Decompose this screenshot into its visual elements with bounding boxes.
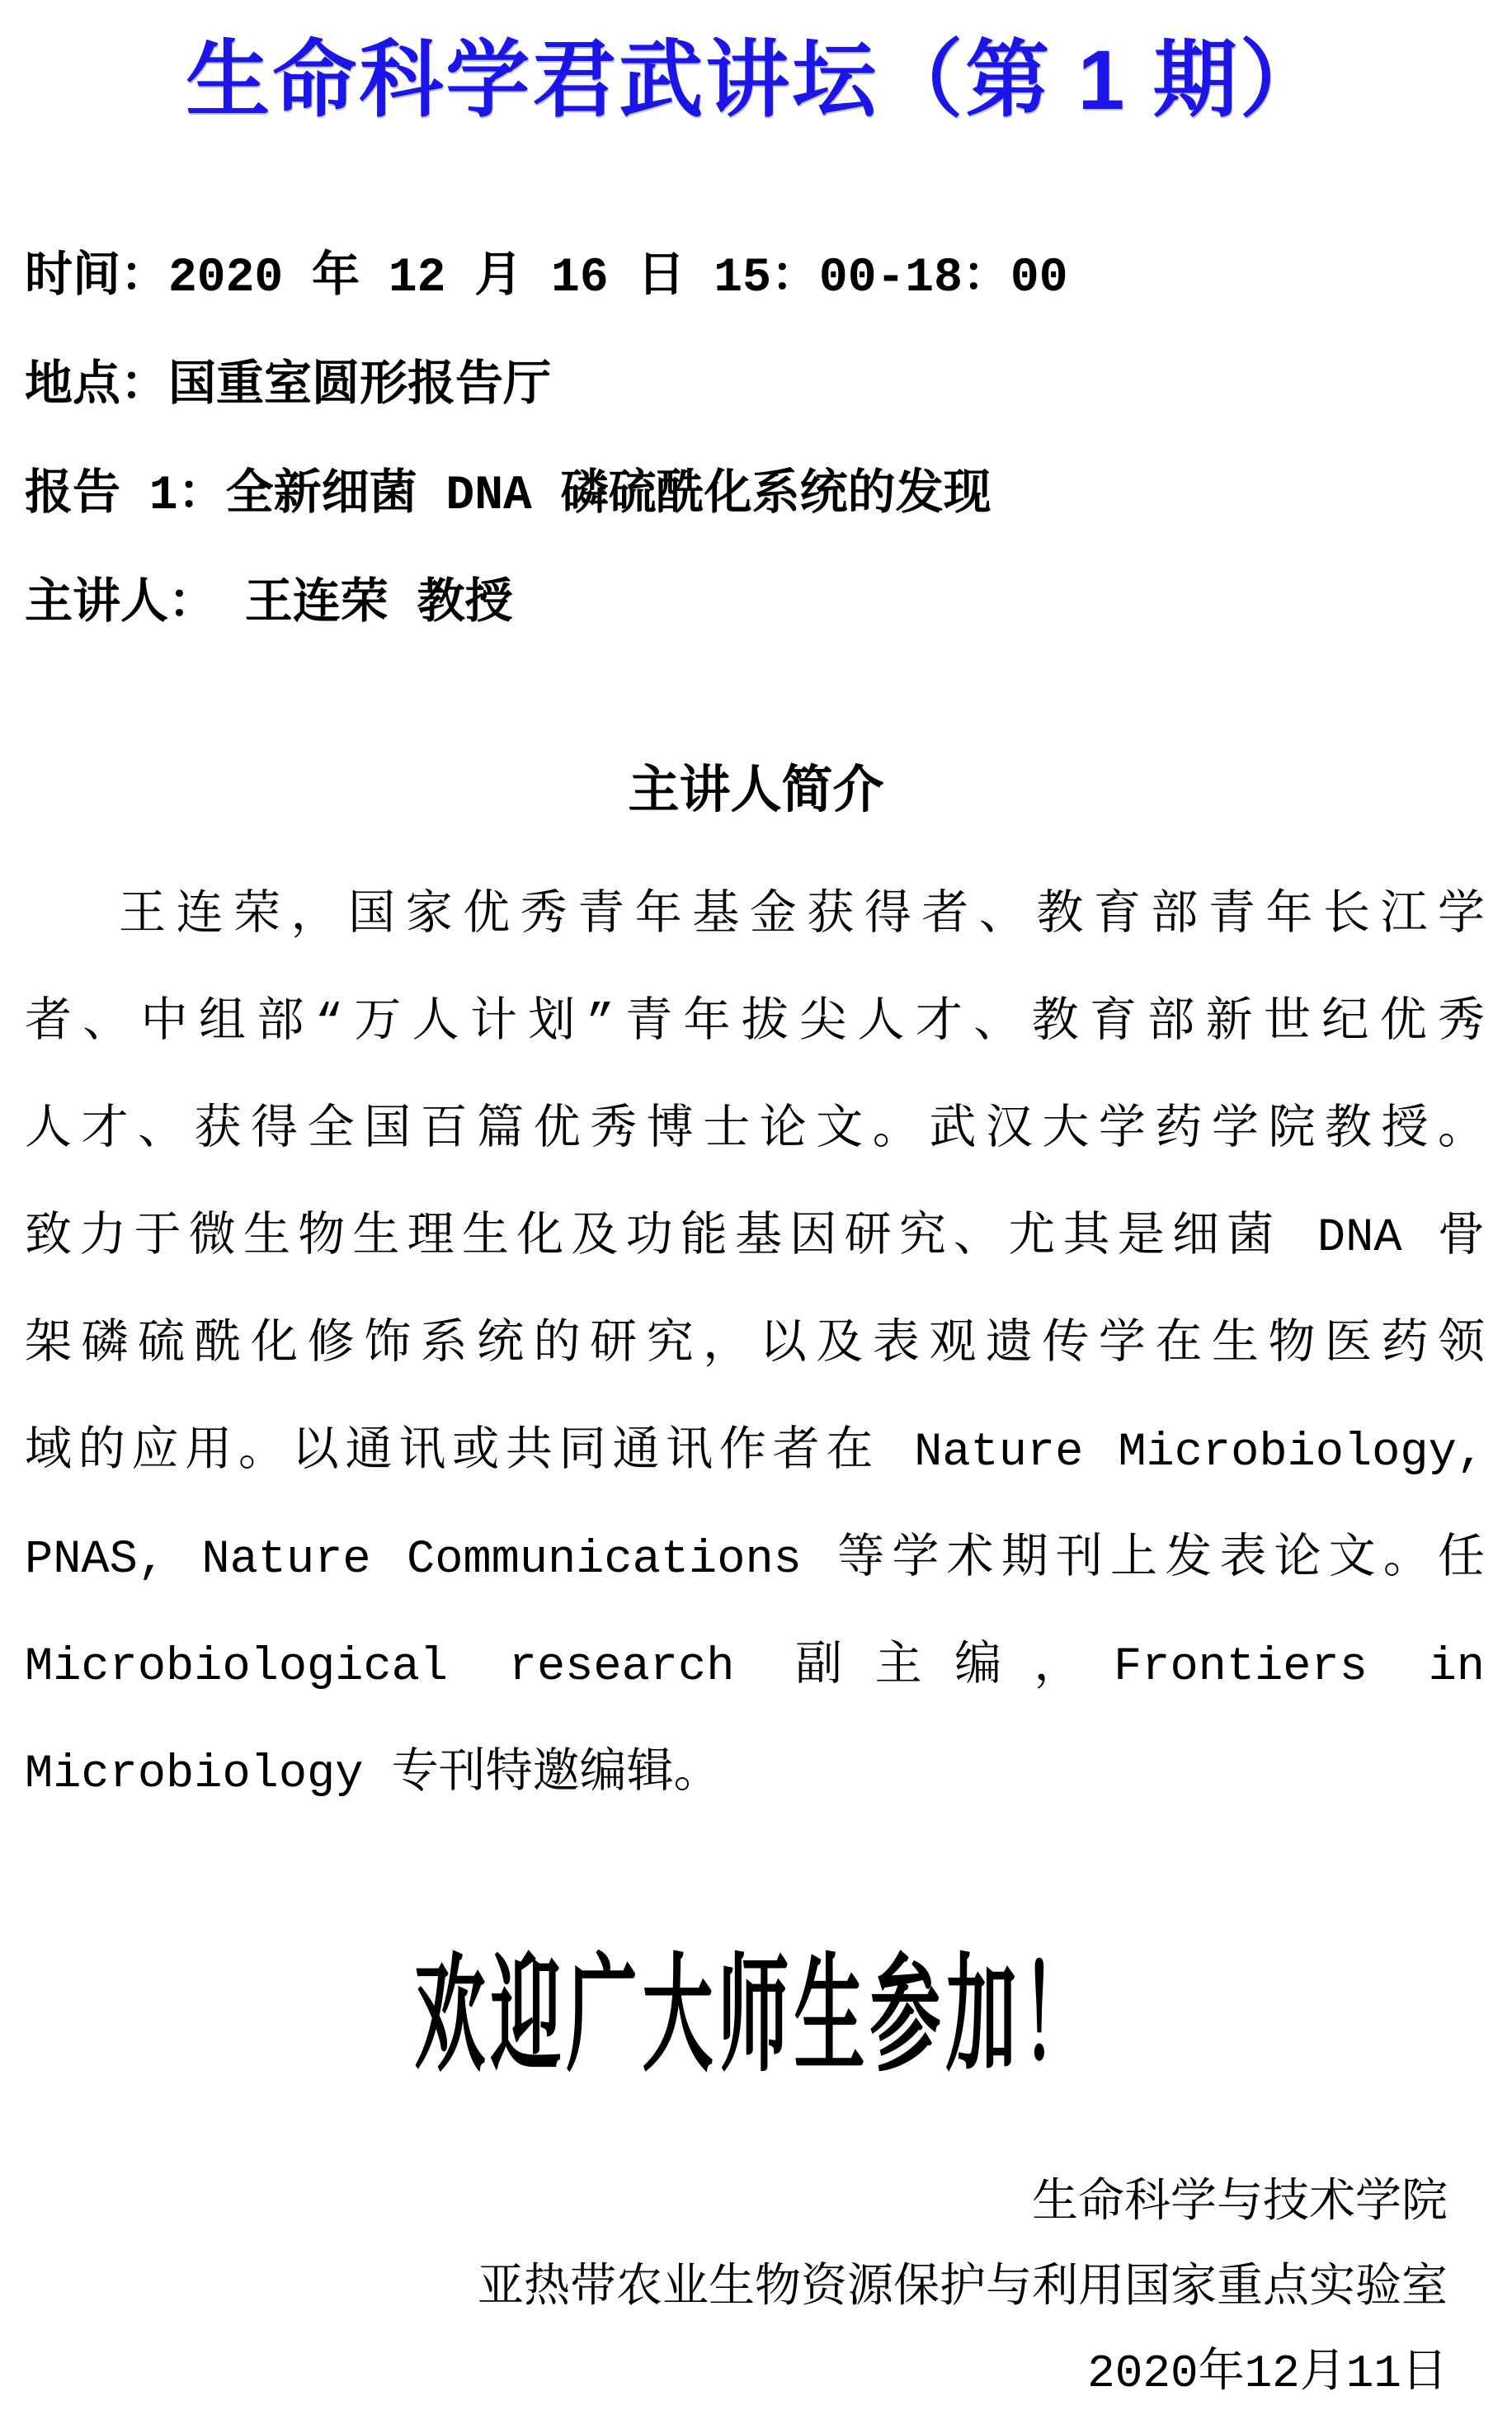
bio-line: 王连荣，国家优秀青年基金获得者、教育部青年长江学: [119, 890, 1485, 943]
bio-line: Microbiology 专刊特邀编辑。: [25, 1748, 721, 1801]
detail-talk-title: 报告 1：全新细菌 DNA 磷硫酰化系统的发现: [25, 469, 992, 523]
bio-section-heading: 主讲人简介: [628, 764, 884, 823]
bio-line: 域的应用。以通讯或共同通讯作者在 Nature Microbiology,: [25, 1427, 1485, 1479]
bio-line: 者、中组部“万人计划”青年拔尖人才、教育部新世纪优秀: [25, 997, 1485, 1050]
footer-org-college: 生命科学与技术学院: [1032, 2177, 1448, 2230]
footer-date: 2020年12月11日: [1087, 2347, 1448, 2400]
bio-paragraph: [25, 863, 1485, 1828]
page-title: 生命科学君武讲坛（第 1 期）: [186, 33, 1326, 127]
bio-line: 致力于微生物生理生化及功能基因研究、尤其是细菌 DNA 骨: [25, 1212, 1485, 1265]
footer-org-lab: 亚热带农业生物资源保护与利用国家重点实验室: [478, 2262, 1448, 2315]
detail-time: 时间：2020 年 12 月 16 日 15：00-18：00: [25, 252, 1068, 305]
bio-line: Microbiological research 副主编，Frontiers in: [25, 1641, 1485, 1694]
detail-venue: 地点：国重室圆形报告厅: [25, 361, 552, 414]
event-details: [25, 224, 1479, 660]
closing-slogan: 欢迎广大师生参加！: [414, 1945, 1098, 2087]
bio-line: PNAS, Nature Communications 等学术期刊上发表论文。任: [25, 1534, 1485, 1587]
signature-block: [25, 2162, 1448, 2410]
bio-line: 人才、获得全国百篇优秀博士论文。武汉大学药学院教授。: [25, 1105, 1485, 1158]
bio-line: 架磷硫酰化修饰系统的研究，以及表观遗传学在生物医药领: [25, 1319, 1485, 1372]
detail-speaker: 主讲人： 王连荣 教授: [25, 578, 513, 632]
